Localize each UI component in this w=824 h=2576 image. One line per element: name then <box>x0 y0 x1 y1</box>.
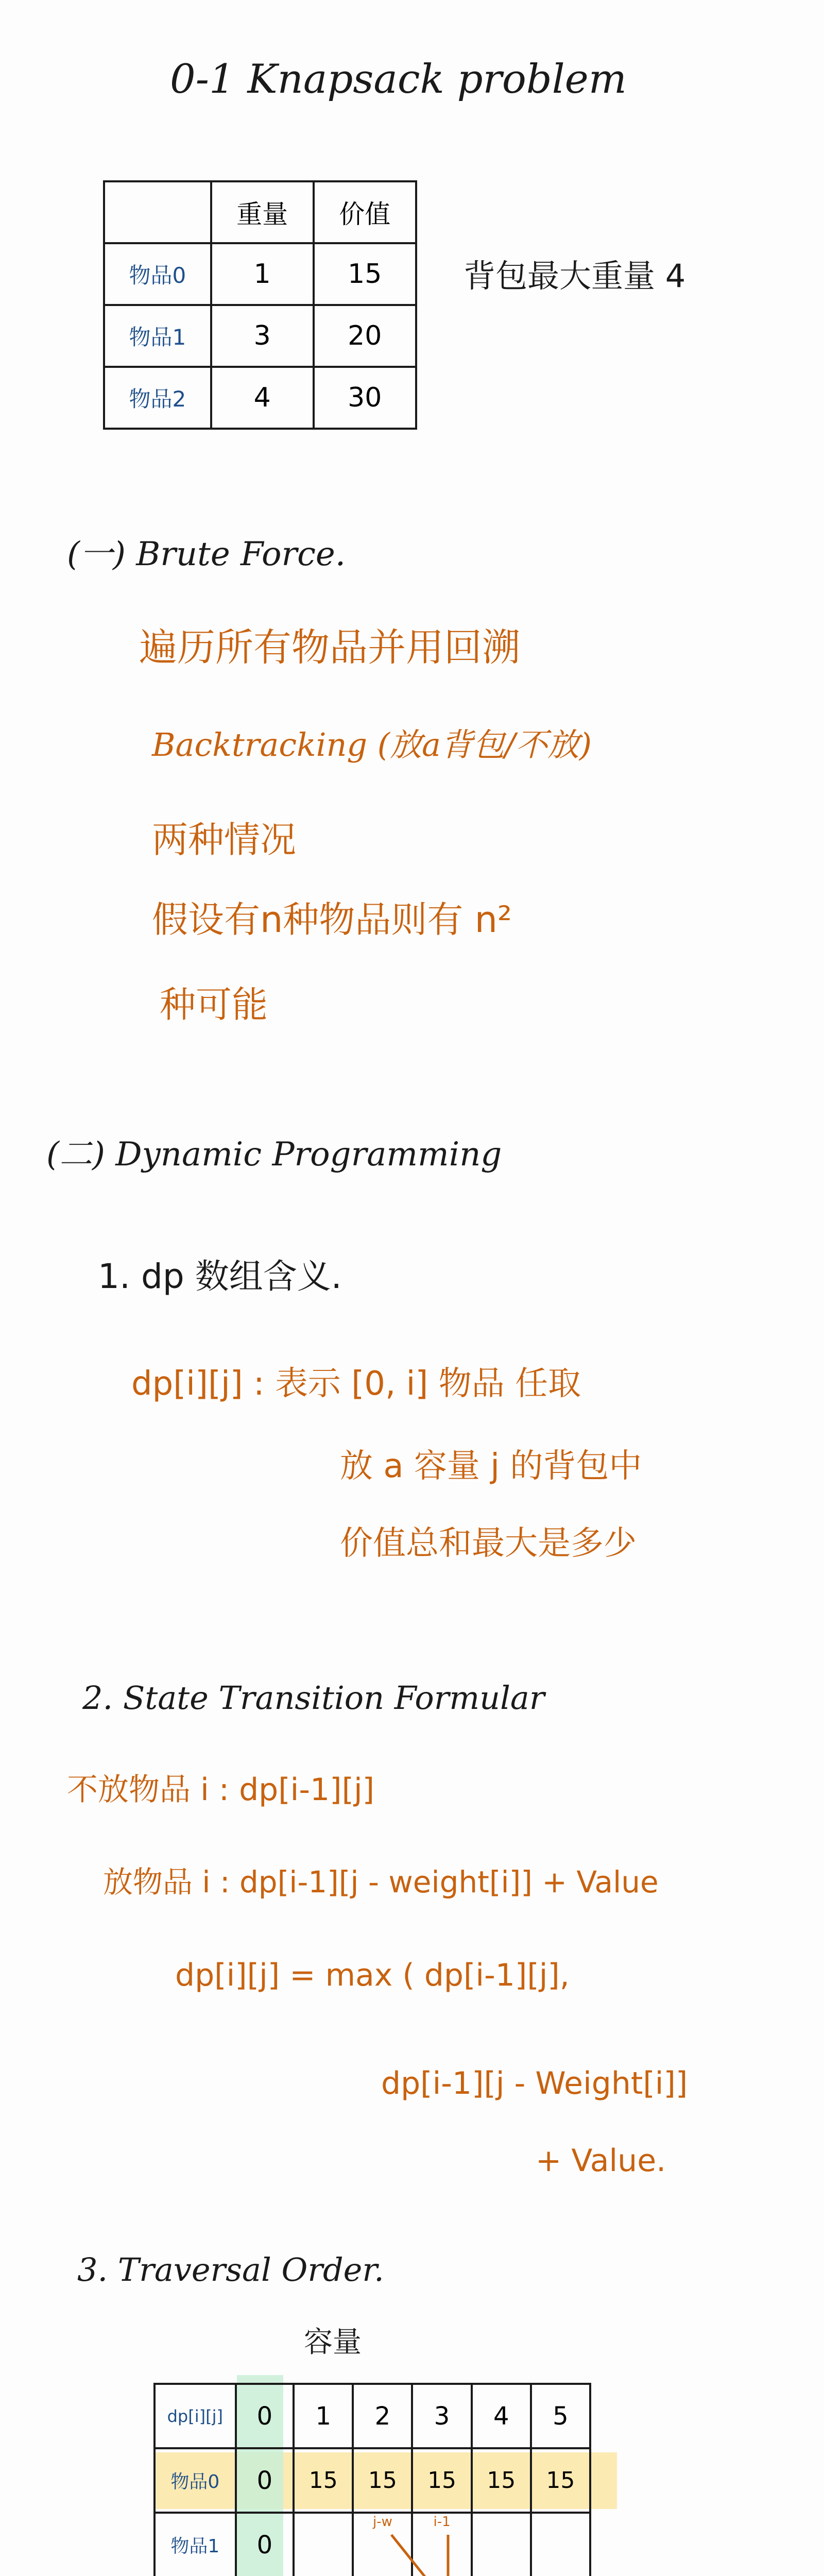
dp-cell <box>531 2513 590 2576</box>
step1-line: dp[i][j] : 表示 [0, i] 物品 任取 <box>131 1365 581 1403</box>
dp-col-header: 2 <box>353 2384 412 2448</box>
item-name-cell: 物品0 <box>104 243 211 305</box>
section-brute-force-heading: (一) Brute Force. <box>67 535 346 573</box>
section-dp-heading: (二) Dynamic Programming <box>46 1136 502 1174</box>
step2-title: 2. State Transition Formular <box>82 1679 545 1717</box>
step2-line: 不放物品 i : dp[i-1][j] <box>67 1772 375 1808</box>
capacity-note: 背包最大重量 4 <box>464 257 686 295</box>
table-row <box>154 2448 590 2513</box>
item-name-cell: 物品1 <box>104 305 211 367</box>
dp-corner-cell: dp[i][j] <box>154 2384 236 2448</box>
table-row <box>104 181 416 243</box>
brute-force-line: 两种情况 <box>152 819 296 861</box>
dp-cell: 0 <box>236 2513 294 2576</box>
brute-force-line: 种可能 <box>160 984 268 1026</box>
step1-line: 价值总和最大是多少 <box>340 1524 637 1563</box>
item-weight-cell: 3 <box>211 305 314 367</box>
table-row <box>104 243 416 305</box>
dp-cell <box>472 2513 531 2576</box>
brute-force-line: Backtracking (放a背包/不放) <box>152 726 592 764</box>
items-table <box>103 180 417 430</box>
table-header-cell: 重量 <box>211 181 314 243</box>
item-weight-cell: 1 <box>211 243 314 305</box>
table-header-cell <box>104 181 211 243</box>
item-name-cell: 物品2 <box>104 367 211 429</box>
dp-col-header: 1 <box>294 2384 353 2448</box>
dp-col-header: 4 <box>472 2384 531 2448</box>
step1-title: 1. dp 数组含义. <box>98 1257 342 1296</box>
page-title: 0-1 Knapsack problem <box>170 56 627 103</box>
dp-cell <box>294 2513 353 2576</box>
dp-row-label: 物品0 <box>154 2448 236 2513</box>
dp-cell: 15 <box>531 2448 590 2513</box>
step2-line: dp[i-1][j - Weight[i]] <box>381 2065 688 2102</box>
item-value-cell: 30 <box>314 367 417 429</box>
dp-col-header: 0 <box>236 2384 294 2448</box>
dp-row-label: 物品1 <box>154 2513 236 2576</box>
dp-cell: 15 <box>353 2448 412 2513</box>
brute-force-line: 假设有n种物品则有 n² <box>152 899 512 941</box>
dependency-arrows <box>371 2524 474 2576</box>
dp-col-header: 5 <box>531 2384 590 2448</box>
cell-note-j-w: j-w <box>372 2514 392 2530</box>
brute-force-line: 遍历所有物品并用回溯 <box>139 625 520 670</box>
dp-cell: 15 <box>412 2448 471 2513</box>
step2-line: 放物品 i : dp[i-1][j - weight[i]] + Value <box>103 1865 659 1900</box>
table-row <box>104 305 416 367</box>
cell-note-i-1: i-1 <box>433 2514 451 2530</box>
table-row <box>104 367 416 429</box>
table-header-cell: 价值 <box>314 181 417 243</box>
item-weight-cell: 4 <box>211 367 314 429</box>
table-row <box>154 2384 590 2448</box>
dp-cell: 15 <box>294 2448 353 2513</box>
step2-line: + Value. <box>536 2143 666 2179</box>
dp-col-header: 3 <box>412 2384 471 2448</box>
step2-line: dp[i][j] = max ( dp[i-1][j], <box>175 1957 570 1993</box>
step3-title: 3. Traversal Order. <box>77 2251 384 2289</box>
item-value-cell: 15 <box>314 243 417 305</box>
capacity-label: 容量 <box>304 2326 362 2359</box>
item-value-cell: 20 <box>314 305 417 367</box>
dp-cell: 0 <box>236 2448 294 2513</box>
dp-cell: 15 <box>472 2448 531 2513</box>
step1-line: 放 a 容量 j 的背包中 <box>340 1447 642 1485</box>
